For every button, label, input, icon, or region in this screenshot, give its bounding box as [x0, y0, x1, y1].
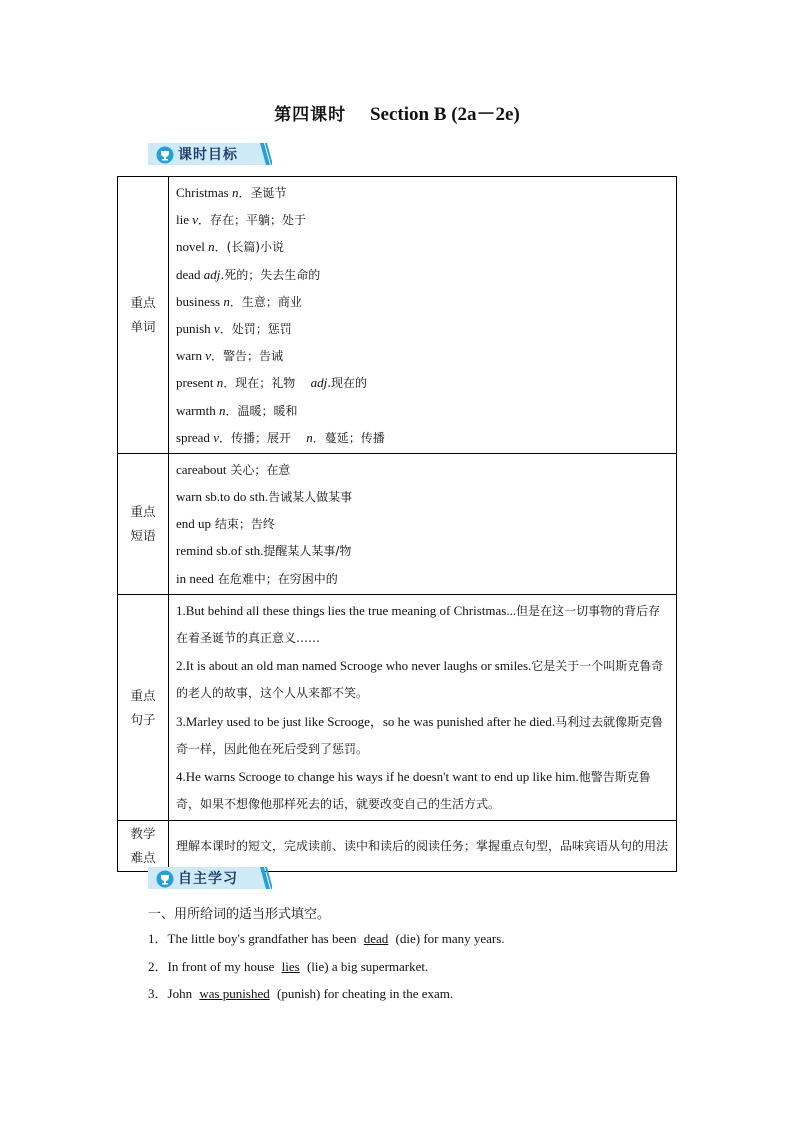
page-title — [0, 99, 794, 126]
vocab-word: warn — [176, 348, 206, 364]
vocab-pos: n — [231, 185, 239, 200]
phrase-cn: 结束；告终 — [211, 517, 275, 532]
sentences-label — [118, 594, 169, 821]
page-title-en: Section B (2a－2e) — [369, 104, 520, 125]
vocab-word: present — [176, 375, 217, 391]
trophy-icon — [156, 146, 174, 164]
exercise-text-before: John — [167, 986, 196, 1001]
exercise-text-before: In front of my house — [167, 958, 278, 974]
goals-banner-label: 课时目标 — [178, 147, 238, 163]
sentence-en: 1.But behind all these things lies the true meaning of Christmas... — [176, 602, 517, 618]
phrase-item — [176, 510, 668, 537]
phrase-en: careabout — [176, 461, 227, 477]
exercise-text-after: (punish) for cheating in the exam. — [273, 986, 454, 1001]
sentence-cn: 他警告斯克鲁奇，如果不想像他那样死去的话，就要改变自己的生活方式。 — [176, 770, 651, 812]
vocab-def: .死的；失去生命的 — [220, 267, 321, 282]
vocab-pos: adj — [203, 266, 221, 282]
phrase-en: in need — [176, 570, 214, 586]
vocab-word: punish — [176, 320, 214, 336]
vocab-pos-2: n — [306, 429, 313, 445]
vocab-def: ．存在；平躺；处于 — [198, 213, 307, 228]
vocab-pos: v — [213, 429, 219, 445]
exercise-text-before: The little boy's grandfather has been — [167, 931, 360, 946]
phrases-row — [118, 453, 677, 594]
phrase-item — [176, 537, 668, 564]
vocab-pos-2: adj — [310, 375, 328, 391]
phrases-label — [118, 453, 169, 594]
phrase-en: warn sb.to do sth. — [176, 489, 269, 505]
sentences-list — [169, 594, 677, 821]
vocab-def: ．警告；告诫 — [211, 349, 284, 364]
vocab-def: ．生意；商业 — [229, 294, 302, 309]
vocab-pos: n — [216, 375, 224, 391]
phrases-list — [169, 453, 677, 594]
vocab-item — [176, 315, 668, 342]
vocab-def-2: .现在的 — [327, 376, 368, 391]
page-title-cn: 第四课时 — [274, 105, 347, 125]
vocab-word: Christmas — [176, 185, 232, 200]
vocab-item — [176, 179, 668, 206]
phrase-en: remind sb.of sth. — [176, 543, 264, 559]
sentences-row — [118, 594, 677, 821]
self-study-banner — [148, 865, 272, 891]
vocab-word: lie — [176, 212, 193, 228]
exercise-answer: was punished — [199, 986, 270, 1001]
phrase-en: end up — [176, 516, 212, 532]
vocab-word: novel — [176, 239, 209, 255]
sentences-label-2: 句子 — [130, 711, 156, 727]
vocab-word: dead — [176, 266, 204, 282]
sentence-en: 3.Marley used to be just like Scrooge，so he was punished after he died. — [176, 713, 556, 729]
sentence-en: 4.He warns Scrooge to change his ways if he doesn't want to end up like him. — [176, 769, 579, 785]
vocab-pos: v — [213, 320, 220, 336]
phrase-item — [176, 565, 668, 592]
vocab-item — [176, 261, 668, 288]
vocab-def: ．处罚；惩罚 — [219, 321, 292, 336]
exercise-number: 3． — [148, 986, 168, 1001]
sentences-label-1: 重点 — [130, 687, 156, 703]
vocab-def: ．圣诞节 — [238, 186, 287, 200]
vocab-def: ．(长篇)小说 — [214, 240, 285, 255]
self-study-banner-label: 自主学习 — [178, 871, 238, 887]
vocab-def: ．传播；展开 — [218, 430, 291, 445]
sentence-item — [176, 597, 668, 652]
phrase-cn: 告诫某人做某事 — [268, 490, 353, 505]
vocab-item — [176, 233, 668, 260]
goals-banner — [148, 141, 272, 167]
sentence-en: 2.It is about an old man named Scrooge who never laughs or smiles. — [176, 658, 532, 674]
vocab-def-2: ．蔓延；传播 — [312, 430, 385, 445]
phrase-cn: 提醒某人某事/物 — [263, 544, 352, 559]
phrase-item — [176, 483, 668, 510]
phrase-cn: 在危难中；在穷困中的 — [213, 571, 338, 586]
vocab-word: warmth — [176, 402, 219, 418]
exercise-text-after: (die) for many years. — [392, 931, 505, 946]
sentence-cn: 马利过去就像斯克鲁奇一样，因此他在死后受到了惩罚。 — [176, 714, 664, 756]
vocab-item — [176, 369, 668, 396]
vocab-label-1: 重点 — [130, 294, 156, 310]
goals-table — [117, 176, 677, 872]
vocab-word: business — [176, 293, 224, 309]
vocab-item — [176, 397, 668, 424]
vocab-pos: v — [205, 348, 212, 364]
phrase-item — [176, 456, 668, 483]
vocab-row — [118, 177, 677, 454]
exercise-number: 2． — [148, 958, 168, 974]
vocab-item — [176, 206, 668, 233]
difficulty-label-1: 教学 — [130, 826, 156, 842]
sentence-item — [176, 652, 668, 707]
vocab-pos: v — [192, 212, 199, 228]
vocab-def: ．现在；礼物 — [223, 376, 296, 391]
trophy-icon — [156, 870, 174, 888]
exercise-item — [148, 928, 505, 947]
vocab-pos: n — [208, 239, 215, 255]
sentence-cn: 但是在这一切事物的背后存在着圣诞节的真正意义…… — [176, 603, 661, 646]
sentence-item — [176, 708, 668, 763]
vocab-item — [176, 342, 668, 369]
difficulty-text: 理解本课时的短文，完成读前、读中和读后的阅读任务；掌握重点句型，品味宾语从句的用法 — [169, 821, 677, 872]
vocab-label — [118, 177, 169, 454]
exercise-number: 1． — [148, 931, 168, 946]
exercise-item — [148, 983, 453, 1002]
phrases-label-2: 短语 — [130, 527, 156, 543]
difficulty-label-2: 难点 — [130, 850, 156, 866]
vocab-pos: n — [218, 402, 226, 418]
vocab-item — [176, 424, 668, 451]
exercise-text-after: (lie) a big supermarket. — [303, 958, 429, 974]
vocab-list — [169, 177, 677, 454]
sentence-cn: 它是关于一个叫斯克鲁奇的老人的故事，这个人从来都不笑。 — [176, 659, 664, 701]
exercise-heading: 一、用所给词的适当形式填空。 — [148, 907, 331, 922]
vocab-item — [176, 288, 668, 315]
exercise-answer: dead — [363, 931, 389, 946]
vocab-label-2: 单词 — [130, 318, 156, 334]
sentence-item — [176, 763, 668, 818]
vocab-word: spread — [176, 429, 214, 445]
phrases-label-1: 重点 — [130, 503, 156, 519]
vocab-pos: n — [223, 293, 230, 309]
exercise-answer: lies — [281, 958, 300, 974]
vocab-def: ．温暖；暖和 — [225, 403, 298, 418]
exercise-item — [148, 956, 428, 975]
phrase-cn: 关心；在意 — [226, 462, 291, 477]
